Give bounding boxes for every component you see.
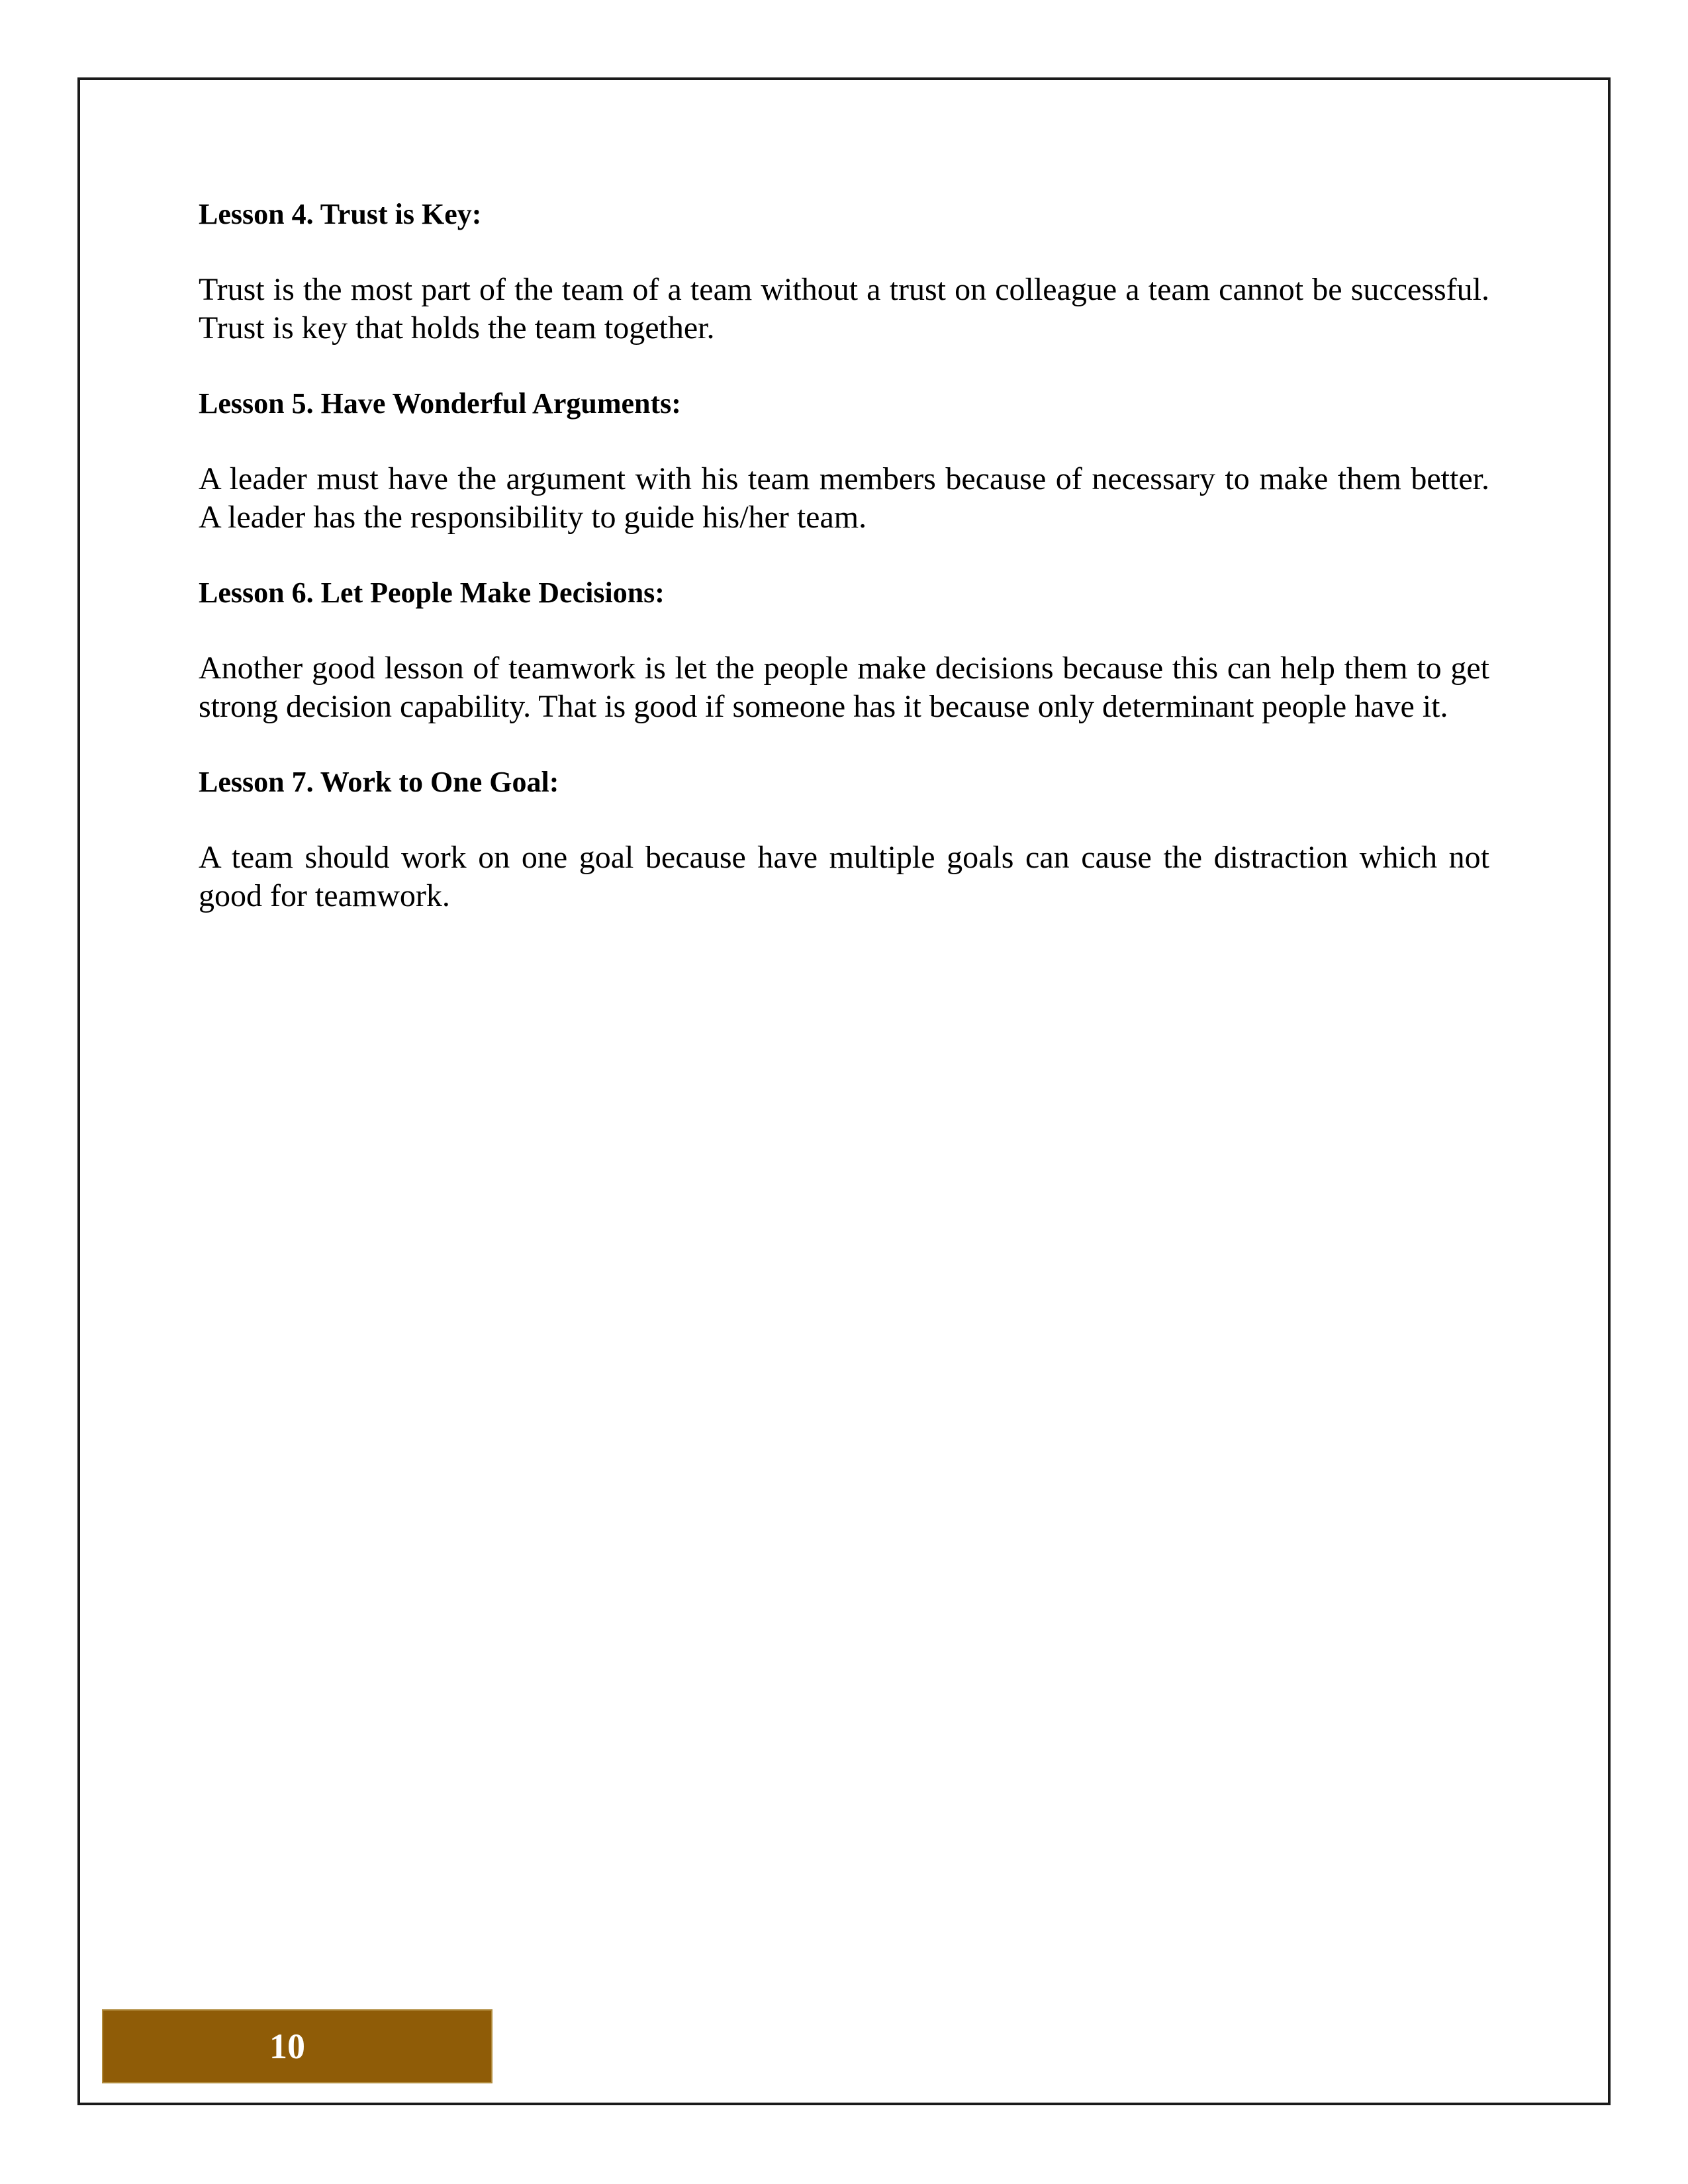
- lesson-4-heading: Lesson 4. Trust is Key:: [199, 198, 482, 230]
- lesson-5-heading: Lesson 5. Have Wonderful Arguments:: [199, 387, 681, 420]
- document-content: [199, 195, 1489, 952]
- lesson-7-body: A team should work on one goal because have multiple goals can cause the distraction which not good for teamwork.: [199, 840, 1489, 913]
- lesson-6-body: Another good lesson of teamwork is let the people make decisions because this can help them to get strong decision capability. That is good if someone has it because only determinant people have it.: [199, 651, 1489, 724]
- lesson-5-body: A leader must have the argument with his team members because of necessary to make them better. A leader has the responsibility to guide his/her team.: [199, 461, 1489, 535]
- lesson-4-section: [199, 195, 1489, 347]
- page-number: 10: [269, 2026, 305, 2066]
- lesson-7-heading: Lesson 7. Work to One Goal:: [199, 766, 559, 798]
- lesson-5-section: [199, 385, 1489, 537]
- lesson-6-heading: Lesson 6. Let People Make Decisions:: [199, 576, 665, 609]
- lesson-4-body: Trust is the most part of the team of a team without a trust on colleague a team cannot be successful. Trust is key that holds the team together.: [199, 272, 1489, 345]
- lesson-6-section: [199, 574, 1489, 726]
- lesson-7-section: [199, 763, 1489, 915]
- page-number-box: [102, 2009, 492, 2083]
